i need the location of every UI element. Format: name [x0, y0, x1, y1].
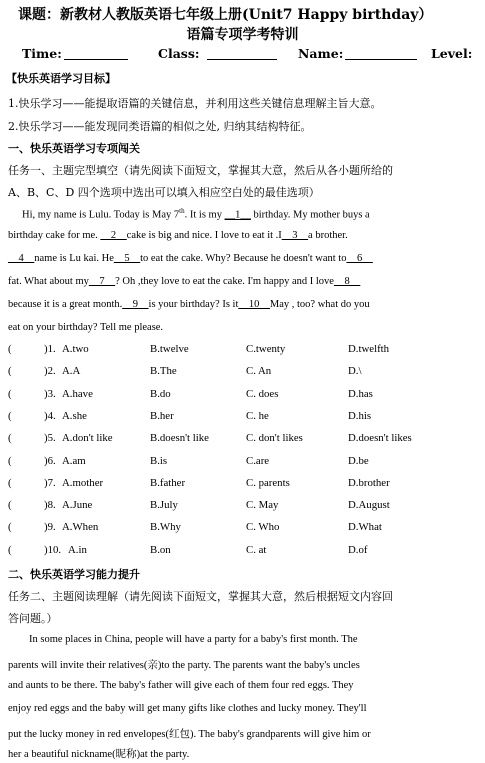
option-c: C. does — [246, 387, 279, 400]
document-subtitle: 语篇专项学考特训 — [186, 27, 299, 43]
cloze-blank-1: __1__ — [224, 209, 251, 221]
cloze-blank-7: __7__ — [88, 276, 116, 287]
task1-instruction: 任务一、主题完型填空（请先阅读下面短文，掌握其大意，然后从各小题所给的 — [8, 164, 393, 177]
option-b: B.do — [150, 387, 171, 400]
option-c: C. at — [246, 543, 267, 556]
option-b: B.twelve — [150, 343, 189, 355]
option-a: A.am — [62, 454, 86, 467]
option-b: B.doesn't like — [150, 432, 209, 445]
option-c: C. parents — [246, 476, 290, 489]
answer-paren[interactable]: ( — [8, 543, 12, 556]
option-d: D.brother — [348, 476, 390, 489]
cloze-blank-8: __8__ — [333, 276, 361, 287]
option-d: D.\ — [348, 365, 362, 378]
option-c: C.are — [246, 454, 270, 467]
option-c: C.twenty — [246, 343, 286, 355]
cloze-passage-line: eat on your birthday? Tell me please. — [8, 322, 164, 333]
cloze-passage-line: because it is a great month.__9__is your birthday? Is it__10__May , too? what do you — [8, 299, 370, 310]
reading-passage-line: put the lucky money in red envelopes(红包). The baby's grandparents will give him or — [8, 729, 371, 740]
question-number: )10. — [44, 543, 62, 556]
reading-passage-line: her a beautiful nickname(昵称)at the party. — [8, 749, 190, 760]
reading-passage-line: parents will invite their relatives(亲)to the party. The parents want the baby's uncles — [8, 660, 360, 671]
reading-passage-line: enjoy red eggs and the baby will get many gifts like clothes and lucky money. They'll — [8, 703, 367, 714]
option-d: D.has — [348, 387, 373, 400]
name-label: Name: — [298, 46, 344, 61]
question-number: )8. — [44, 499, 56, 512]
cloze-passage-line: birthday cake for me. __2__cake is big and nice. I love to eat it .I__3__a brother. — [8, 230, 348, 241]
question-number: )9. — [44, 521, 56, 534]
goal-item: 1.快乐学习——能提取语篇的关键信息，并利用这些关键信息理解主旨大意。 — [8, 97, 382, 110]
option-a: A.mother — [62, 476, 104, 489]
option-b: B.on — [150, 543, 171, 556]
reading-passage-line: and aunts to be there. The baby's father will give each of them four red eggs. They — [8, 680, 354, 691]
option-a: A.June — [62, 499, 93, 512]
cloze-blank-10: __10__ — [238, 299, 270, 310]
answer-paren[interactable]: ( — [8, 454, 12, 467]
task2-instruction-cont: 答问题。） — [8, 612, 58, 625]
level-label: Level: — [431, 46, 473, 61]
question-number: )4. — [44, 409, 56, 422]
answer-paren[interactable]: ( — [8, 432, 12, 445]
option-a: A.she — [62, 409, 87, 422]
task1-instruction-cont: A、B、C、D 四个选项中选出可以填入相应空白处的最佳选项） — [8, 186, 320, 199]
time-label: Time: — [22, 46, 62, 61]
option-c: C. An — [246, 365, 272, 378]
option-c: C. he — [246, 409, 269, 422]
cloze-passage-line: Hi, my name is Lulu. Today is May 7th. It is my __1__ birthday. My mother buys a — [22, 207, 370, 221]
answer-paren[interactable]: ( — [8, 409, 12, 422]
time-blank[interactable] — [64, 46, 128, 60]
answer-paren[interactable]: ( — [8, 521, 12, 534]
option-b: B.Why — [150, 521, 181, 534]
option-d: D.his — [348, 409, 372, 422]
option-c: C. May — [246, 499, 279, 512]
cloze-blank-6: __6__ — [346, 253, 373, 264]
goal-item: 2.快乐学习——能发现同类语篇的相似之处, 归纳其结构特征。 — [8, 120, 312, 133]
part2-heading: 二、快乐英语学习能力提升 — [8, 568, 140, 581]
option-a: A.two — [62, 343, 89, 355]
cloze-blank-9: __9__ — [122, 299, 149, 310]
option-b: B.is — [150, 454, 168, 467]
answer-paren[interactable]: ( — [8, 476, 12, 489]
answer-paren[interactable]: ( — [8, 499, 12, 512]
answer-paren[interactable]: ( — [8, 387, 12, 400]
cloze-passage-line: fat. What about my__7__? Oh ,they love to eat the cake. I'm happy and I love__8__ — [8, 276, 361, 287]
option-d: D.twelfth — [348, 343, 390, 355]
task2-instruction: 任务二、主题阅读理解（请先阅读下面短文，掌握其大意，然后根据短文内容回 — [8, 590, 393, 603]
cloze-blank-3: __3__ — [281, 230, 309, 241]
question-number: )5. — [44, 432, 56, 445]
part1-heading: 一、快乐英语学习专项闯关 — [8, 142, 140, 155]
option-b: B.father — [150, 476, 186, 489]
question-number: )7. — [44, 476, 56, 489]
cloze-blank-5: __5__ — [113, 253, 141, 264]
option-b: B.The — [150, 365, 177, 378]
option-a: A.don't like — [62, 432, 113, 445]
question-number: )1. — [44, 343, 56, 355]
question-number: )2. — [44, 365, 56, 378]
option-b: B.July — [150, 499, 178, 512]
question-number: )6. — [44, 454, 56, 467]
cloze-blank-2: __2__ — [100, 230, 127, 241]
class-label: Class: — [158, 46, 200, 61]
name-blank[interactable] — [345, 46, 417, 60]
cloze-passage-line: __4__name is Lu kai. He__5__to eat the cake. Why? Because he doesn't want to__6__ — [8, 253, 373, 264]
question-number: )3. — [44, 387, 56, 400]
option-d: D.be — [348, 454, 369, 467]
option-d: D.of — [348, 543, 368, 556]
reading-passage-line: In some places in China, people will have a party for a baby's first month. The — [29, 634, 358, 645]
option-b: B.her — [150, 409, 174, 422]
answer-paren[interactable]: ( — [8, 343, 12, 355]
option-a: A.in — [68, 543, 87, 556]
option-d: D.August — [348, 499, 390, 512]
option-a: A.A — [62, 365, 81, 378]
option-a: A.When — [62, 521, 99, 534]
option-d: D.doesn't likes — [348, 432, 412, 445]
option-a: A.have — [62, 387, 93, 400]
answer-paren[interactable]: ( — [8, 365, 12, 378]
option-c: C. don't likes — [246, 432, 303, 445]
goals-heading: 【快乐英语学习目标】 — [6, 72, 116, 85]
cloze-blank-4: __4__ — [8, 253, 35, 264]
option-c: C. Who — [246, 521, 280, 534]
option-d: D.What — [348, 521, 382, 534]
document-title: 课题：新教材人教版英语七年级上册(Unit7 Happy birthday） — [18, 7, 433, 23]
class-blank[interactable] — [207, 46, 277, 60]
